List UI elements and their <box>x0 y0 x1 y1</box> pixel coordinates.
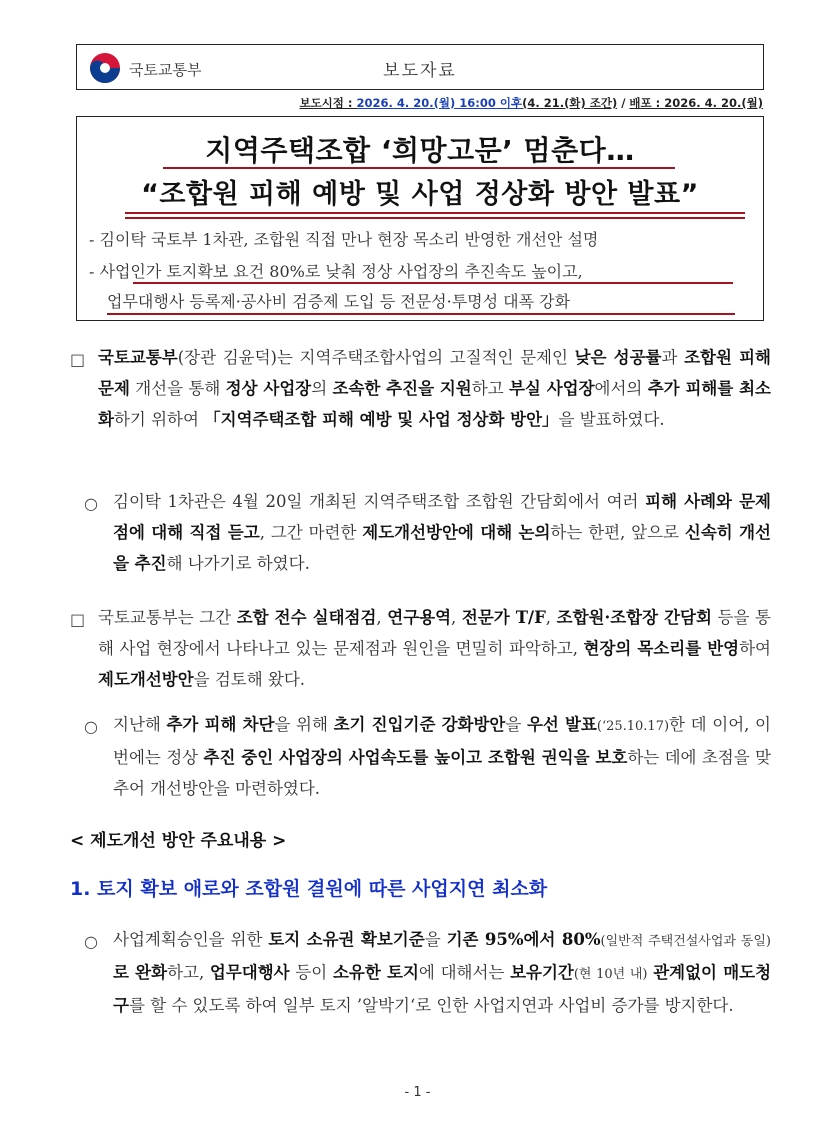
p1-c: 낮은 성공률 <box>574 348 662 367</box>
subtitle-1: - 김이탁 국토부 1차관, 조합원 직접 만나 현장 목소리 반영한 개선안 설명 <box>89 230 599 249</box>
p3-k: 하여 <box>739 639 771 658</box>
paragraph-3 <box>98 602 771 695</box>
p4-b: 추가 피해 차단 <box>166 715 275 734</box>
paragraph-2 <box>113 486 771 579</box>
heading-1: 1. 토지 확보 애로와 조합원 결원에 따른 사업지연 최소화 <box>70 878 548 900</box>
p4-g: (‘25.10.17) <box>596 719 670 734</box>
p3-g: , <box>545 608 557 627</box>
square-bullet: □ <box>70 350 86 369</box>
p3-e: , <box>451 608 462 627</box>
p4-h: 한 데 이어, 이번에는 정상 <box>113 715 771 767</box>
embargo-time: 2026. 4. 20.(월) 16:00 이후 <box>356 96 523 110</box>
p5-g: 하고, <box>167 963 210 982</box>
p5-p: 를 할 수 있도록 하여 일부 토지 ’알박기‘로 인한 사업지연과 사업비 증가를 방지한다. <box>128 996 734 1015</box>
p4-j: 하는 데에 초점을 맞추어 개선방안을 마련하였다. <box>113 748 772 798</box>
distribution-date: 2026. 4. 20.(월) <box>664 96 763 110</box>
p1-b: (장관 김윤덕)는 지역주택조합사업의 고질적인 문제인 <box>177 348 575 367</box>
p1-g: 정상 사업장 <box>225 379 312 398</box>
circle-bullet: ○ <box>84 717 98 736</box>
p5-b: 토지 소유권 확보기준 <box>268 930 425 949</box>
p1-m: 추가 피해를 최소화 <box>98 379 771 429</box>
p1-f: 개선을 통해 <box>129 379 226 398</box>
title-line-1: 지역주택조합 ‘희망고문’ 멈춘다… <box>205 134 635 167</box>
p2-b: 피해 사례와 문제점에 대해 직접 듣고 <box>113 492 771 542</box>
square-bullet: □ <box>70 610 86 629</box>
ministry-name: 국토교통부 <box>129 61 202 79</box>
p1-h: 의 <box>311 379 333 398</box>
p1-d: 과 <box>661 348 685 367</box>
p5-m: (현 10년 내) <box>573 967 648 982</box>
p3-h: 조합원·조합장 간담회 <box>556 608 712 627</box>
p5-e: (일반적 주택건설사업과 동일) <box>600 934 771 949</box>
p5-o: 관계없이 매도청구 <box>113 963 772 1015</box>
p1-o: 「지역주택조합 피해 예방 및 사업 정상화 방안」 <box>204 410 559 429</box>
subtitle-2: - 사업인가 토지확보 요건 80%로 낮춰 정상 사업장의 추진속도 높이고, <box>89 262 583 281</box>
p1-i: 조속한 추진을 지원 <box>332 379 472 398</box>
p5-h: 업무대행사 <box>209 963 290 982</box>
p4-e: 을 <box>505 715 527 734</box>
document-type: 보도자료 <box>383 61 457 81</box>
p5-d: 기존 95%에서 80% <box>446 930 601 949</box>
circle-bullet: ○ <box>84 494 98 513</box>
p1-e: 조합원 피해 문제 <box>98 348 771 398</box>
page-number: - 1 - <box>404 1085 431 1100</box>
p2-d: 제도개선방안에 대해 논의 <box>362 523 551 542</box>
circle-bullet: ○ <box>84 932 98 951</box>
p1-l: 에서의 <box>594 379 648 398</box>
embargo-paper: (4. 21.(화) 조간) <box>522 96 618 110</box>
p4-c: 을 위해 <box>274 715 334 734</box>
p2-f: 신속히 개선을 추진 <box>113 523 771 573</box>
p3-i: 등을 통해 사업 현장에서 나타나고 있는 문제점과 원인을 면밀히 파악하고, <box>98 608 771 658</box>
title-underline-1 <box>163 167 675 169</box>
p5-i: 등이 <box>289 963 333 982</box>
p1-n: 하기 위하여 <box>113 410 205 429</box>
p5-l: 보유기간 <box>510 963 574 982</box>
p3-f: 전문가 T/F <box>461 608 546 627</box>
embargo-label: 보도시점 : <box>299 96 357 110</box>
p3-c: , <box>376 608 388 627</box>
embargo-line <box>299 95 763 111</box>
paragraph-5 <box>113 924 771 1021</box>
p3-l: 제도개선방안 <box>98 670 194 689</box>
paragraph-1 <box>98 342 771 435</box>
p2-c: , 그간 마련한 <box>259 523 363 542</box>
title-box <box>76 116 764 321</box>
p3-d: 연구용역 <box>387 608 452 627</box>
p2-a: 김이탁 1차관은 4월 20일 개최된 지역주택조합 조합원 간담회에서 여러 <box>113 492 646 511</box>
subtitle-3: 업무대행사 등록제·공사비 검증제 도입 등 전문성·투명성 대폭 강화 <box>107 292 571 311</box>
p3-m: 을 검토해 왔다. <box>193 670 306 689</box>
distribution-label: 배포 : <box>629 96 665 110</box>
p4-a: 지난해 <box>113 715 167 734</box>
p4-i: 추진 중인 사업장의 사업속도를 높이고 조합원 권익을 보호 <box>203 748 628 767</box>
p1-j: 하고 <box>471 379 509 398</box>
title-line-2: “조합원 피해 예방 및 사업 정상화 방안 발표” <box>141 179 699 210</box>
p2-g: 해 나가기로 하였다. <box>166 554 310 573</box>
p5-a: 사업계획승인을 위한 <box>113 930 269 949</box>
p1-k: 부실 사업장 <box>508 379 595 398</box>
embargo-separator: / <box>617 96 630 110</box>
title-underline-2 <box>125 212 745 214</box>
p3-b: 조합 전수 실태점검 <box>236 608 377 627</box>
p1-p: 을 발표하였다. <box>558 410 665 429</box>
paragraph-4 <box>113 709 771 804</box>
p1-a: 국토교통부 <box>98 348 178 367</box>
section-title: < 제도개선 방안 주요내용 > <box>70 831 287 851</box>
subtitle-underline-1 <box>133 282 733 284</box>
p3-j: 현장의 목소리를 반영 <box>583 639 740 658</box>
p3-a: 국토교통부는 그간 <box>98 608 237 627</box>
press-release-header <box>76 44 764 90</box>
p5-k: 에 대해서는 <box>418 963 511 982</box>
subtitle-underline-2 <box>107 313 735 315</box>
p5-c: 을 <box>424 930 447 949</box>
p4-f: 우선 발표 <box>526 715 597 734</box>
p2-e: 하는 한편, 앞으로 <box>550 523 685 542</box>
p5-j: 소유한 토지 <box>332 963 419 982</box>
title-underline-3 <box>125 217 745 219</box>
p5-f: 로 완화 <box>113 963 168 982</box>
p4-d: 초기 진입기준 강화방안 <box>333 715 506 734</box>
